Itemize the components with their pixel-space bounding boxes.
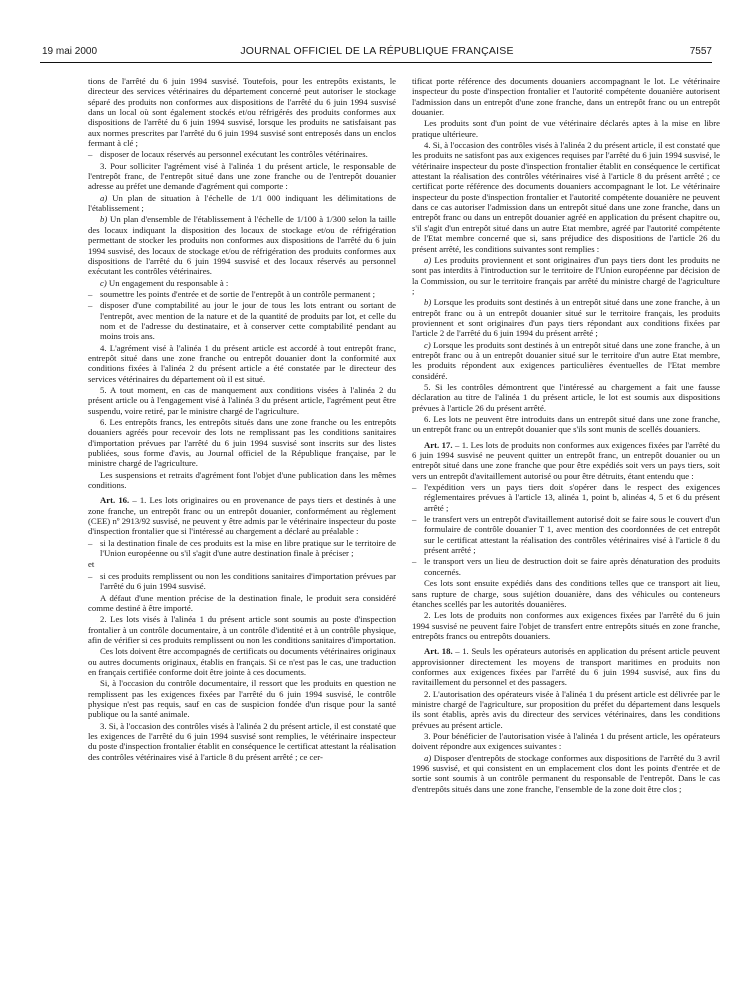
paragraph [88,193,396,214]
paragraph-text: l'expédition vers un pays tiers doit s'opérer dans le respect des exigences réglementaires prévues à l'article 13, alinéa 1, point b, alinéas 4, 5 et 6 du présent arrêté ; [424,482,720,513]
paragraph-continuation [88,76,396,148]
paragraph [412,731,720,752]
paragraph [412,297,720,338]
paragraph-text: 3. Pour solliciter l'agrément visé à l'alinéa 1 du présent article, le responsable de l'entrepôt franc, de l'entrepôt situé dans une zone franche ou de l'entrepôt douanier adresse au préfet une demande d'agrément qui comporte : [88,160,396,192]
paragraph [412,255,720,296]
paragraph-text: 6. Les lots ne peuvent être introduits dans un entrepôt situé dans une zone franche, un entrepôt franc ou un entrepôt douanier que s'ils sont munis de scellés douaniers. [412,414,720,435]
paragraph-text: tificat porte référence des documents douaniers accompagnant le lot. Le vétérinaire inspecteur du poste d'inspection frontalier et l'autorité compétente douanière autorisent l'admission dans un entrepôt d'une zone franche, dans un entrepôt franc ou un entrepôt douanier. [412,76,720,118]
paragraph-text: disposer de locaux réservés au personnel exécutant les contrôles vétérinaires. [100,149,368,160]
paragraph-text: si ces produits remplissent ou non les conditions sanitaires d'importation prévues par l'arrêté du 6 juin 1994 susvisé. [100,570,396,592]
paragraph-text: Les produits sont d'un point de vue vétérinaire déclarés aptes à la mise en libre pratique ultérieure. [412,118,720,139]
paragraph-text: Les produits proviennent et sont originaires d'un pays tiers dont les produits ne sont pas interdits à l'introduction sur le territoire de l'Union européenne par décision de la Commission, ou sur le territoire français par arrêté du ministre chargé de l'agriculture ; [412,254,721,296]
paragraph [88,593,396,614]
paragraph-text: 2. Les lots de produits non conformes aux exigences fixées par l'arrêté du 6 juin 1994 susvisé ne peuvent faire l'objet de transfert entre entrepôts situés en zone franche, entrepôts francs ou entrepôts douaniers. [412,610,720,641]
article-label: Art. 18. [424,646,453,657]
paragraph [88,343,396,384]
paragraph [88,385,396,416]
paragraph-text: Ces lots doivent être accompagnés de certificats ou documents vétérinaires originaux ou autres documents originaux, établis en français. Si ce n'est pas le cas, une traduction en français certifiée conforme doit être jointe à ces documents. [88,646,396,677]
journal-title: JOURNAL OFFICIEL DE LA RÉPUBLIQUE FRANÇAISE [240,45,514,57]
paragraph-text: Un plan d'ensemble de l'établissement à l'échelle de 1/100 à 1/300 selon la taille des locaux indiquant la disposition des locaux de stockage et/ou de réfrigération permettant de stocker les produits non conformes aux dispositions de l'arrêté du 6 juin 1994 susvisé, des locaux de stockage et/ou de réfrigération des produits conformes aux dispositions de l'arrêté du 6 juin 1994 susvisé et des locaux réservés au personnel exécutant les contrôles vétérinaires. [88,214,397,277]
paragraph-text: Un engagement du responsable à : [108,277,229,288]
dash-item [88,289,396,299]
paragraph-text: Un plan de situation à l'échelle de 1/1 000 indiquant les délimitations de l'établissement ; [88,192,396,214]
item-label: b) [100,214,108,225]
issue-date: 19 mai 2000 [42,46,98,57]
paragraph [88,278,396,288]
paragraph-text: – 1. Les lots originaires ou en provenance de pays tiers et destinés à une zone franche, un entrepôt franc ou un entrepôt douanier, conformément au règlement (CEE) nº 2913/92 susvisé, ne peuvent y être admis par le vétérinaire inspecteur du poste d'inspection frontalier que si l'intéressé au chargement a déclaré au préalable : [88,495,396,537]
article-paragraph [412,440,720,481]
paragraph [88,161,396,192]
paragraph-text: soumettre les points d'entrée et de sortie de l'entrepôt à un contrôle permanent ; [100,288,376,299]
right-column [412,76,720,795]
paragraph-text: le transport vers un lieu de destruction doit se faire après dénaturation des produits concernés. [424,556,720,577]
paragraph-text: Ces lots sont ensuite expédiés dans des conditions telles que ce transport ait lieu, sans rupture de charge, sous sujétion douanière, dans des véhicules ou conteneurs étanches scellés par les autorités douanières. [412,578,720,609]
dash-item [88,149,396,159]
left-column [88,76,396,763]
item-label: a) [424,254,432,265]
paragraph [412,753,720,794]
paragraph-text: et [88,559,95,570]
paragraph-text: 3. Pour bénéficier de l'autorisation visée à l'alinéa 1 du présent article, les opérateurs doivent répondre aux exigences suivantes : [412,730,720,752]
item-label: c) [424,339,431,350]
paragraph-continuation [412,76,720,117]
page-number: 7557 [689,46,712,57]
paragraph-text: – 1. Les lots de produits non conformes aux exigences fixées par l'arrêté du 6 juin 1994 susvisé ne peuvent quitter un entrepôt franc, un entrepôt douanier ou un entrepôt situé dans une zone franche que pour être expédiés soit vers un pays tiers, soit vers un entrepôt d'avitaillement autorisé ou pour être détruits, étant entendu que : [412,439,720,481]
paragraph-text: A défaut d'une mention précise de la destination finale, le produit sera considéré comme destiné à être importé. [88,592,396,613]
paragraph-text: 3. Si, à l'occasion des contrôles visés à l'alinéa 2 du présent article, il est constaté que les exigences de l'arrêté du 6 juin 1994 susvisé sont remplies, le vétérinaire inspecteur du poste d'inspection frontalier établit en conséquence le certificat attestant la réalisation des contrôles vétérinaires visé à l'article 8 du présent arrêté ; ce cer- [88,720,396,762]
header-rule [40,62,712,63]
paragraph [412,140,720,254]
paragraph-text: 5. Si les contrôles démontrent que l'intéressé au chargement a fait une fausse déclaration au titre de l'alinéa 1 du présent article, le lot est soumis aux dispositions prévues à l'article 26 du présent arrêté. [412,381,720,413]
dash-item [412,514,720,555]
dash-item [88,300,396,341]
article-paragraph [412,646,720,687]
paragraph-text: – 1. Seuls les opérateurs autorisés en application du présent article peuvent approvisionner directement les moyens de transport maritimes en produits non conformes aux exigences fixées par l'arrêté du 6 juin 1994 susvisé, aux fins du ravitaillement du personnel et des passagers. [412,646,721,688]
paragraph-text: tions de l'arrêté du 6 juin 1994 susvisé. Toutefois, pour les entrepôts existants, le directeur des services vétérinaires du département concerné peut autoriser le stockage séparé des produits non conformes aux dispositions de l'arrêté du 6 juin 1994 susvisé dans un local où sont également stockés et/ou réfrigérés des produits conformes aux dispositions de l'arrêté du 6 juin 1994 susvisé, lorsque les produits ne satisfaisant pas aux normes prescrites par l'arrêté du 6 juin 1994 susvisé sont entreposés dans un enclos fermant à clé ; [88,76,396,149]
paragraph-text: 5. A tout moment, en cas de manquement aux conditions visées à l'alinéa 2 du présent article ou à l'engagement visé à l'alinéa 3 du présent article, l'agrément peut être suspendu, voire retiré, par le ministre chargé de l'agriculture. [88,384,396,416]
paragraph-text: 4. L'agrément visé à l'alinéa 1 du présent article est accordé à tout entrepôt franc, entrepôt situé dans une zone franche ou entrepôt douanier dont la conformité aux conditions fixées à l'alinéa 2 du présent article a été constatée par le directeur des services vétérinaires du département où il est situé. [88,342,396,384]
paragraph-text: Lorsque les produits sont destinés à un entrepôt situé dans une zone franche, à un entrepôt franc ou à un entrepôt douanier situé sur le territoire français, les produits proviennent et sont originaires d'un pays tiers répondant aux conditions fixées par l'article 2 de l'arrêté du 6 juin 1994 du présent arrêté ; [412,297,721,339]
dash-item [412,482,720,513]
paragraph-text: si la destination finale de ces produits est la mise en libre pratique sur le territoire de l'Union européenne ou s'il s'agit d'une autre destination finale à préciser ; [100,537,396,559]
paragraph [412,414,720,435]
paragraph [412,382,720,413]
paragraph-text: Lorsque les produits sont destinés à un entrepôt situé dans une zone franche, à un entrepôt franc ou à un entrepôt douanier situé sur le territoire d'un autre Etat membre, les produits répondent aux exigences particulières éventuelles de l'Etat membre considéré. [412,339,721,381]
dash-item [88,538,396,559]
paragraph [412,689,720,730]
item-label: c) [100,277,107,288]
paragraph [88,646,396,677]
item-label: a) [100,192,108,203]
paragraph-text: 2. Les lots visés à l'alinéa 1 du présent article sont soumis au poste d'inspection frontalier à un contrôle documentaire, à un contrôle d'identité et à un contrôle physique, afin de vérifier si ces produits remplissent ou non les conditions sanitaires d'importation. [88,614,396,645]
item-label: b) [424,297,432,308]
paragraph-text: Si, à l'occasion du contrôle documentaire, il ressort que les produits en question ne remplissent pas les exigences fixées par l'arrêté du 6 juin 1994 susvisé, le contrôle physique n'est pas requis, sauf en cas de suspicion fondée d'un risque pour la santé publique ou la santé animale. [88,678,396,720]
paragraph [88,721,396,762]
paragraph [412,610,720,641]
article-paragraph [88,495,396,536]
paragraph [88,678,396,719]
paragraph-text: Disposer d'entrepôts de stockage conformes aux dispositions de l'arrêté du 3 avril 1996 susvisé, et qui consistent en un emplacement clos dont les points d'entrée et de sortie sont soumis à un contrôle permanent du responsable de l'entrepôt. Dans le cas d'entrepôts situés dans une zone franche, l'ensemble de la zone doit être clos ; [412,752,721,794]
paragraph-text: 2. L'autorisation des opérateurs visée à l'alinéa 1 du présent article est délivrée par le ministre chargé de l'agriculture, sur proposition du préfet du département dans lesquels ils sont établis, après avis du directeur des services vétérinaires, dans les conditions prévues au présent article. [412,688,720,730]
paragraph [412,118,720,139]
paragraph [88,614,396,645]
dash-item [88,571,396,592]
paragraph-text: Les suspensions et retraits d'agrément font l'objet d'une publication dans les mêmes conditions. [88,469,396,491]
paragraph [88,470,396,491]
page-header [42,42,712,60]
paragraph-continuation [88,559,396,569]
paragraph [412,578,720,609]
article-label: Art. 16. [100,495,130,506]
paragraph [88,417,396,469]
paragraph [412,340,720,381]
article-label: Art. 17. [424,439,453,450]
item-label: a) [424,752,432,763]
dash-item [412,556,720,577]
paragraph-text: 6. Les entrepôts francs, les entrepôts situés dans une zone franche ou les entrepôts douaniers agréés pour recevoir des lots ne remplissant pas les conditions sanitaires d'importation prévues par l'arrêté du 6 juin 1994 susvisé sont inscrits sur des listes publiées, sous forme d'avis, au Journal officiel de la République française, par le ministre chargé de l'agriculture. [88,417,396,469]
paragraph-text: disposer d'une comptabilité au jour le jour de tous les lots entrant ou sortant de l'entrepôt, avec mention de la nature et de la quantité de produits par lot, et celle du nom et de l'adresse du destinataire, et à conserver cette comptabilité pendant au moins trois ans. [100,300,396,342]
paragraph [88,214,396,276]
paragraph-text: le transfert vers un entrepôt d'avitaillement autorisé doit se faire sous le couvert d'un formulaire de contrôle douanier T 1, avec mention des coordonnées de cet entrepôt sur le certificat attestant la réalisation des contrôles vétérinaires visé à l'article 8 du présent arrêté ; [424,514,720,556]
paragraph-text: 4. Si, à l'occasion des contrôles visés à l'alinéa 2 du présent article, il est constaté que les produits ne satisfont pas aux exigences requises par l'arrêté du 6 juin 1994 susvisé, le vétérinaire inspecteur du poste d'inspection frontalier établit en conséquence le certificat attestant la réalisation des contrôles vétérinaires visé à l'article 8 du présent arrêté ; ce certificat porte référence des documents douaniers accompagnant le lot. Le vétérinaire inspecteur du poste d'inspection frontalier et l'autorité compétente douanière ne peuvent dans ce cas autoriser l'admission dans un entrepôt situé dans une zone franche, dans un entrepôt franc ou dans un entrepôt douanier agréé en application du présent chapitre ou, s'il s'agit d'un entrepôt situé dans un autre Etat membre, agréé par l'autorité compétente de l'Etat membre concerné que si, sans préjudice des dispositions de l'article 26 du présent arrêté, les conditions suivantes sont remplies : [412,140,720,254]
